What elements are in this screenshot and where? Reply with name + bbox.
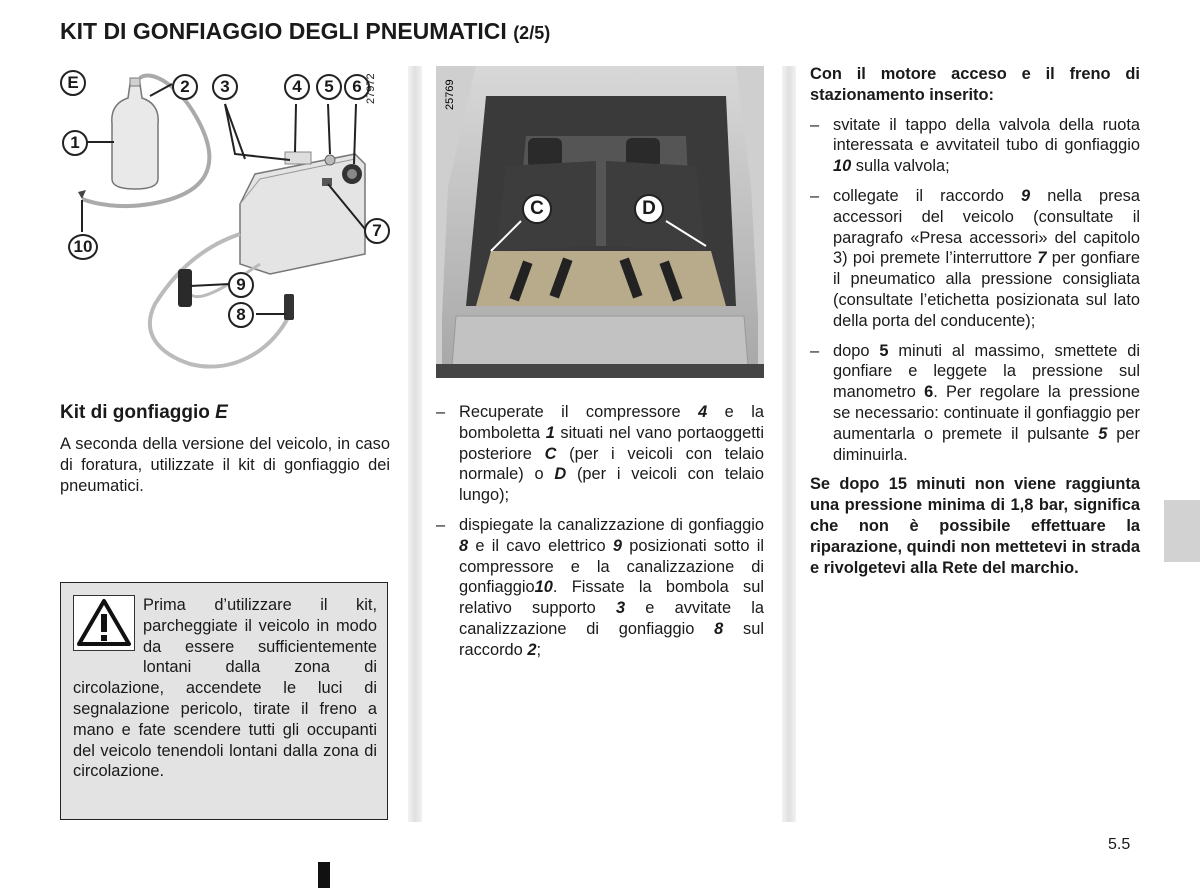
list-item: – svitate il tappo della valvola della ruota interessata e avvitateil tubo di gonfiaggio 10 sulla valvola; xyxy=(810,115,1140,176)
callout-3: 3 xyxy=(212,74,238,100)
callout-4: 4 xyxy=(284,74,310,100)
figure-inflation-kit xyxy=(60,64,400,384)
page-number: 5.5 xyxy=(1108,836,1131,853)
figure2-ref: 25769 xyxy=(444,79,456,110)
callout-8: 8 xyxy=(228,302,254,328)
final-note: Se dopo 15 minuti non viene raggiunta una pressione minima di 1,8 bar, significa che non è possibile effettuare la riparazione, quindi non mettetevi in strada e rivolgetevi alla Rete del marchio. xyxy=(810,475,1140,577)
callout-5: 5 xyxy=(316,74,342,100)
list-item: – dopo 5 minuti al massimo, smettete di gonfiare e leggete la pressione sul manometro 6. Per regolare la pressione se necessario: continuate il gonfiaggio per aumentarla o premete il pulsante 5 per diminuirla. xyxy=(810,341,1140,464)
title-main: KIT DI GONFIAGGIO DEGLI PNEUMATICI xyxy=(60,18,507,44)
chapter-tab xyxy=(1164,500,1200,562)
callout-6: 6 xyxy=(344,74,370,100)
callout-1: 1 xyxy=(62,130,88,156)
inflation-kit-drawing xyxy=(60,64,400,384)
callout-e: E xyxy=(60,70,86,96)
warning-text: Prima d’utilizzare il kit, parcheggiate il veicolo in modo da essere sufficientemente lontani dalla zona di circolazione, accendete le luci di segnalazione pericolo, tirate il freno a mano e fate scendere tutti gli occupanti del veicolo tenendoli lontani dalla zona di circolazione. xyxy=(73,596,377,781)
section-heading: Kit di gonfiaggio E xyxy=(60,402,228,423)
callout-c: C xyxy=(522,194,552,224)
title-part: (2/5) xyxy=(513,23,551,43)
callout-2: 2 xyxy=(172,74,198,100)
car-rear-drawing xyxy=(436,66,764,378)
figure1-ref: 27972 xyxy=(365,73,377,104)
warning-box xyxy=(60,582,388,820)
column-divider-right xyxy=(782,66,796,822)
list-item: – dispiegate la canalizzazione di gonfiaggio 8 e il cavo elettrico 9 posizionati sotto il compressore e la canalizzazione di gonfiaggio10. Fissate la bombola sul relativo supporto 3 e avvitate la canalizzazione di gonfiaggio 8 sul raccordo 2; xyxy=(436,515,764,659)
page-title xyxy=(60,18,550,45)
list-item: – Recuperate il compressore 4 e la bomboletta 1 situati nel vano portaoggetti posteriore C (per i veicoli con telaio normale) o D (per i veicoli con telaio lungo); xyxy=(436,403,765,505)
intro-paragraph: A seconda della versione del veicolo, in caso di foratura, utilizzate il kit di gonfiaggio dei pneumatici. xyxy=(60,435,390,495)
callout-9: 9 xyxy=(228,272,254,298)
callout-d: D xyxy=(634,194,664,224)
crop-mark xyxy=(318,862,330,888)
figure-car-rear xyxy=(436,66,764,378)
column-divider-left xyxy=(408,66,422,822)
callout-10: 10 xyxy=(68,234,98,260)
right-column xyxy=(810,64,1140,578)
list-item: – collegate il raccordo 9 nella presa accessori del veicolo (consultate il paragrafo «Presa accessori» del capitolo 3) poi premete l’interruttore 7 per gonfiare il pneumatico alla pressione consigliata (consultate l’etichetta posizionata sul lato della porta del conducente); xyxy=(810,186,1140,330)
right-intro: Con il motore acceso e il freno di stazionamento inserito: xyxy=(810,65,1140,104)
callout-7: 7 xyxy=(364,218,390,244)
middle-column xyxy=(436,402,764,670)
